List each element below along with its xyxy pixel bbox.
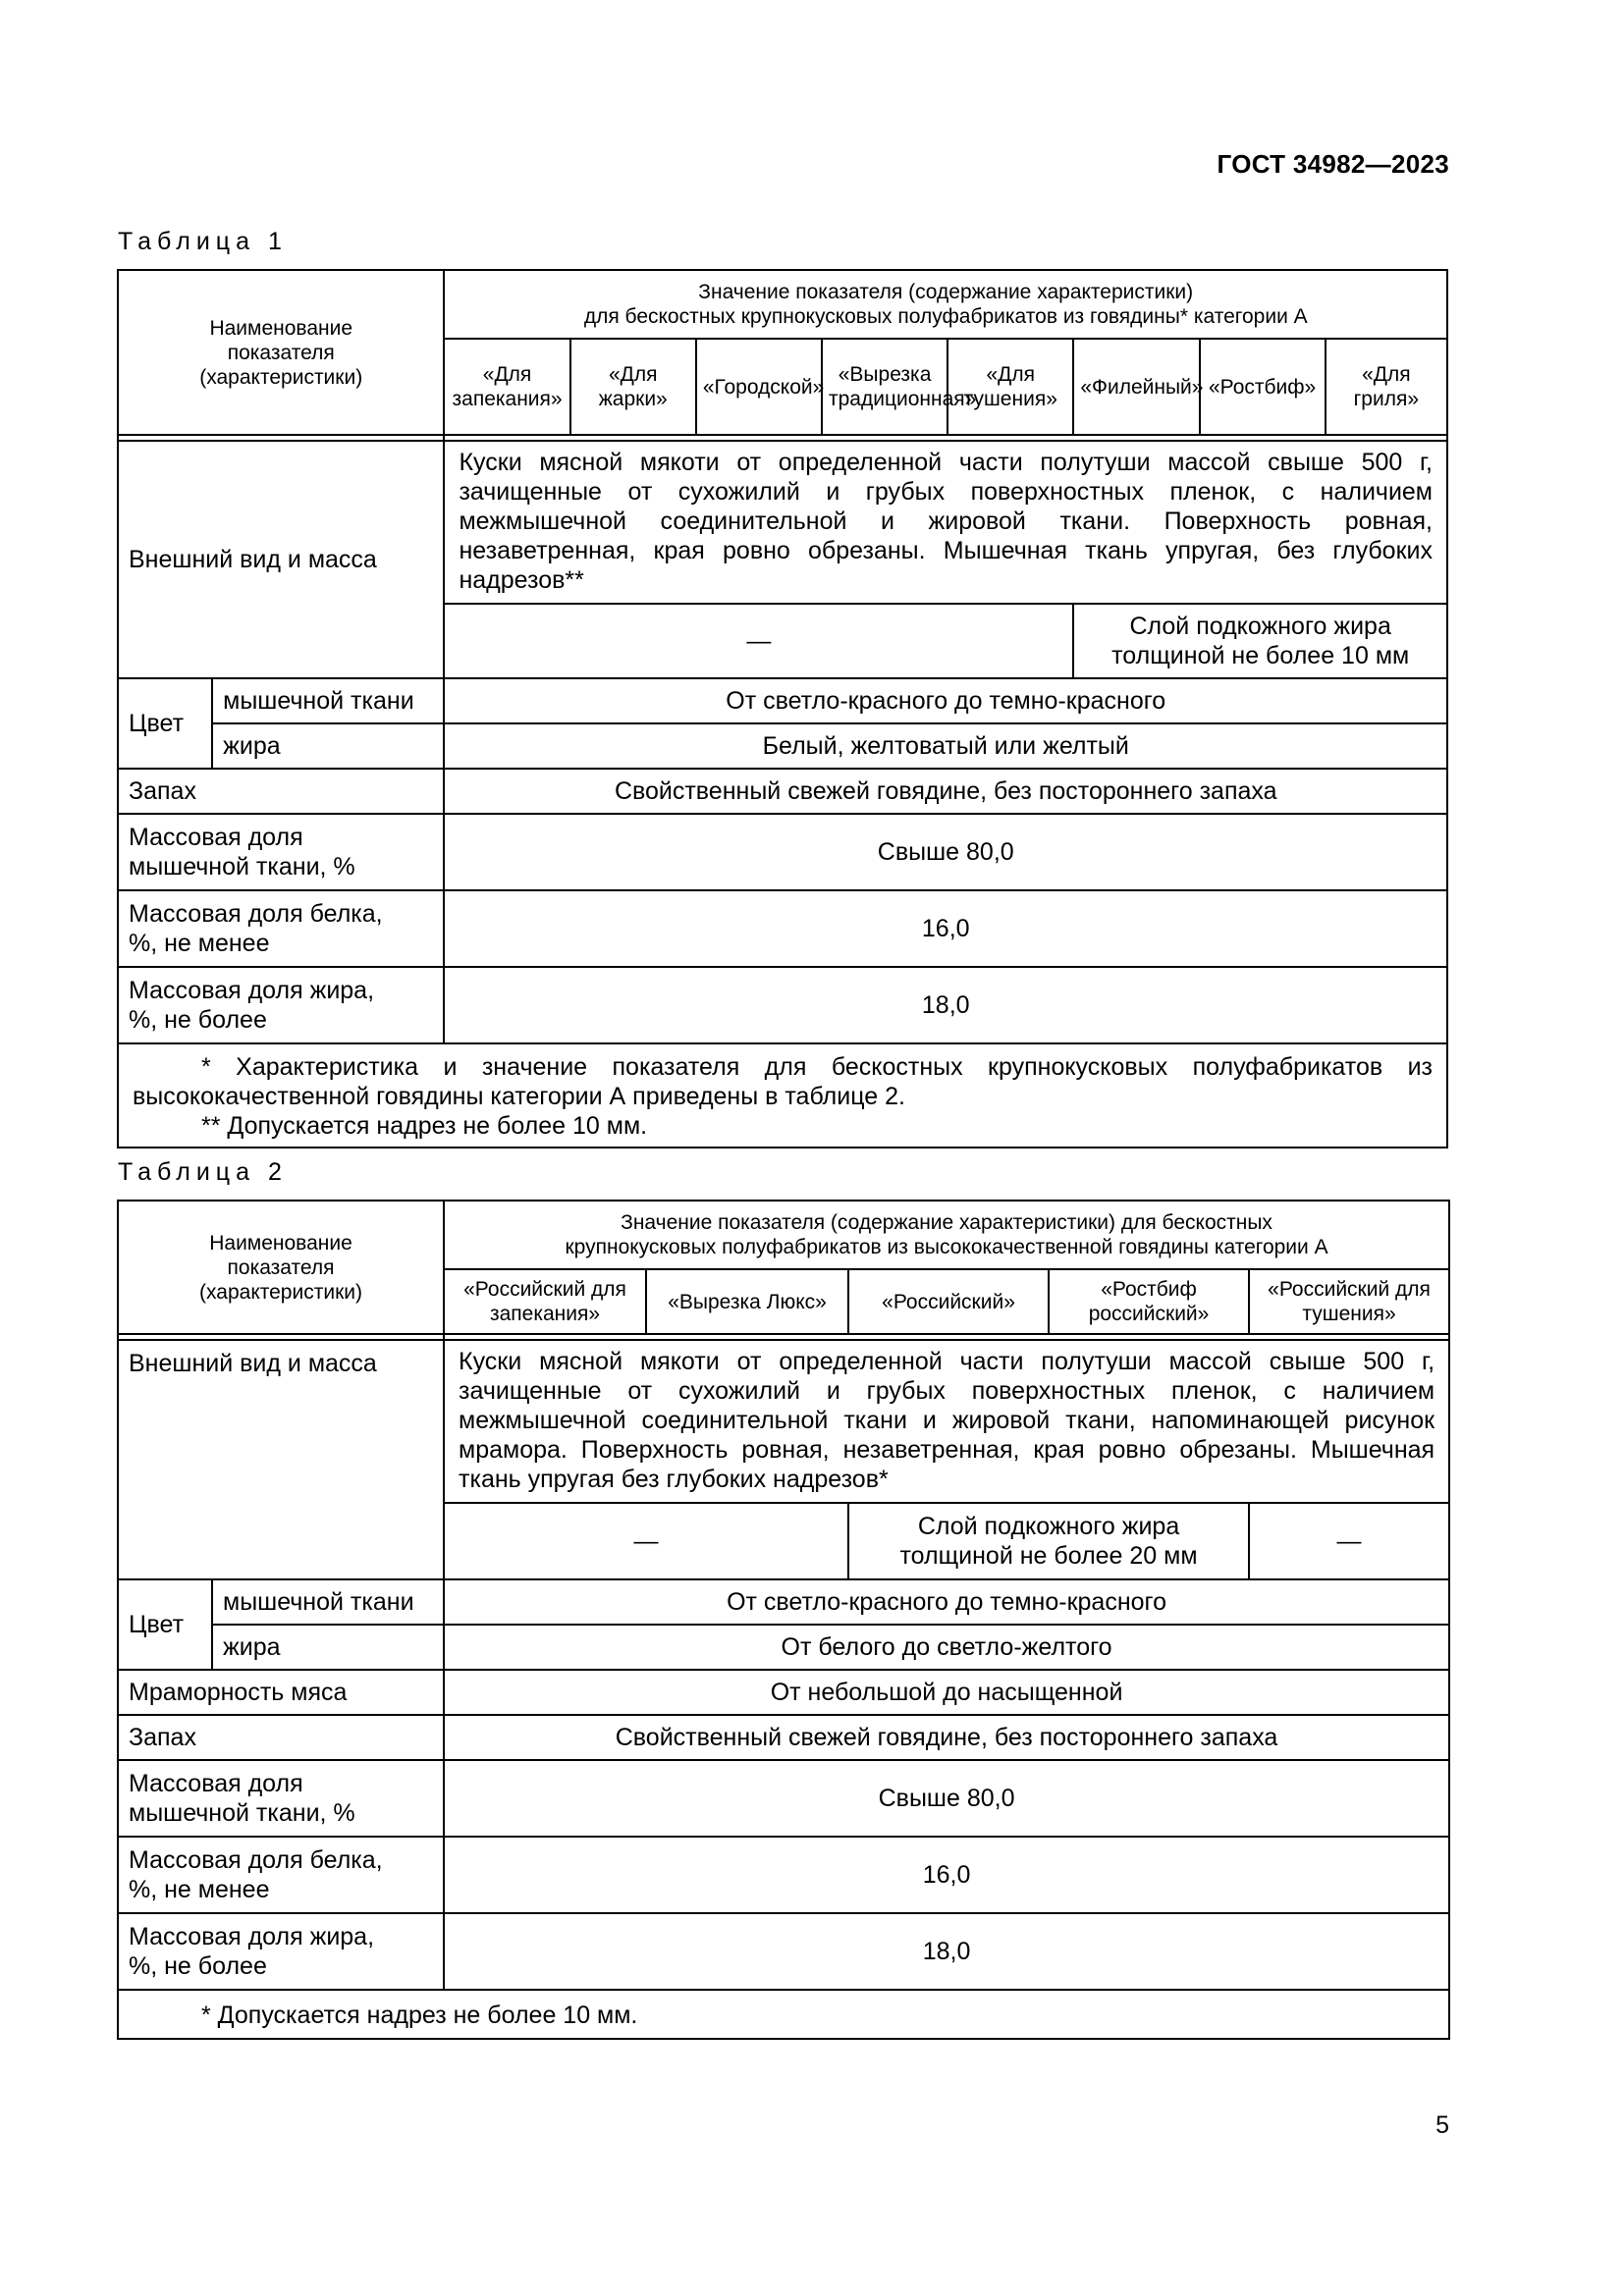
standard-header: ГОСТ 34982—2023 bbox=[1217, 149, 1449, 179]
table1-col-header: «Филейный» bbox=[1073, 339, 1199, 435]
table1-protein-label: Массовая доля белка, %, не менее bbox=[118, 890, 444, 967]
table2-appearance-dash-right: — bbox=[1249, 1503, 1449, 1579]
table1-col-header: «Городской» bbox=[696, 339, 822, 435]
table2-footnotes bbox=[118, 1990, 1449, 2039]
table2-protein-label: Массовая доля белка, %, не менее bbox=[118, 1837, 444, 1913]
table1 bbox=[117, 269, 1448, 1148]
table2-col-header: «Вырезка Люкс» bbox=[646, 1269, 848, 1334]
table2-name-header: Наименование показателя (характеристики) bbox=[118, 1201, 444, 1334]
table2-muscle-share-label: Массовая доля мышечной ткани, % bbox=[118, 1760, 444, 1837]
table2-color-fat-value: От белого до светло-желтого bbox=[444, 1625, 1449, 1670]
table2-caption: Таблица 2 bbox=[118, 1158, 288, 1186]
table2-col-header: «Российский для запекания» bbox=[444, 1269, 646, 1334]
table1-footnote2: ** Допускается надрез не более 10 мм. bbox=[201, 1112, 648, 1140]
table2-smell-label: Запах bbox=[118, 1715, 444, 1760]
table1-col-header: «Для запекания» bbox=[444, 339, 569, 435]
table1-col-header: «Для тушения» bbox=[947, 339, 1073, 435]
table2-value-header-line2: крупнокусковых полуфабрикатов из высококачественной говядины категории А bbox=[565, 1236, 1328, 1258]
table1-footnote1: * Характеристика и значение показателя для бескостных крупнокусковых полуфабрикатов из высококачественной говядины категории А приведены в таблице 2. bbox=[133, 1053, 1433, 1110]
table1-muscle-share-label: Массовая доля мышечной ткани, % bbox=[118, 814, 444, 890]
table1-value-header-line2: для бескостных крупнокусковых полуфабрикатов из говядины* категории А bbox=[583, 305, 1308, 328]
table1-color-label: Цвет bbox=[118, 678, 212, 769]
table1-value-header-line1: Значение показателя (содержание характеристики) bbox=[698, 281, 1194, 303]
table2-color-muscle-label: мышечной ткани bbox=[212, 1579, 444, 1625]
table1-col-header: «Для гриля» bbox=[1326, 339, 1447, 435]
table1-value-header bbox=[444, 270, 1447, 339]
table2-color-label: Цвет bbox=[118, 1579, 212, 1670]
table2-protein-value: 16,0 bbox=[444, 1837, 1449, 1913]
table2 bbox=[117, 1200, 1448, 2040]
table1-name-header: Наименование показателя (характеристики) bbox=[118, 270, 444, 435]
table2-color-fat-label: жира bbox=[212, 1625, 444, 1670]
table1-protein-value: 16,0 bbox=[444, 890, 1447, 967]
table2-appearance-label: Внешний вид и масса bbox=[118, 1340, 444, 1579]
table1-footnotes bbox=[118, 1043, 1447, 1148]
table1-col-header: «Ростбиф» bbox=[1200, 339, 1326, 435]
table2-value-header-line1: Значение показателя (содержание характеристики) для бескостных bbox=[621, 1211, 1272, 1234]
table1-appearance-text: Куски мясной мякоти от определенной части полутуши массой свыше 500 г, зачищенные от сухожилий и грубых поверхностных пленок, с наличием межмышечной соединительной и жировой ткани. Поверхность ровная, незаветренная, края ровно обрезаны. Мышечная ткань упругая, без глубоких надрезов** bbox=[444, 441, 1447, 604]
table2-smell-value: Свойственный свежей говядине, без постороннего запаха bbox=[444, 1715, 1449, 1760]
table2-fat-layer: Слой подкожного жира толщиной не более 20 мм bbox=[848, 1503, 1249, 1579]
table2-muscle-share-value: Свыше 80,0 bbox=[444, 1760, 1449, 1837]
table1-fat-value: 18,0 bbox=[444, 967, 1447, 1043]
table1-caption: Таблица 1 bbox=[118, 228, 288, 255]
table1-smell-value: Свойственный свежей говядине, без постороннего запаха bbox=[444, 769, 1447, 814]
table1-fat-layer: Слой подкожного жира толщиной не более 10 мм bbox=[1073, 604, 1447, 678]
table2-color-muscle-value: От светло-красного до темно-красного bbox=[444, 1579, 1449, 1625]
table2-appearance-dash-left: — bbox=[444, 1503, 848, 1579]
table2-fat-value: 18,0 bbox=[444, 1913, 1449, 1990]
table1-color-fat-label: жира bbox=[212, 723, 444, 769]
table2-footnote1: * Допускается надрез не более 10 мм. bbox=[201, 2002, 638, 2029]
table2-marbling-value: От небольшой до насыщенной bbox=[444, 1670, 1449, 1715]
table1-col-header: «Для жарки» bbox=[570, 339, 696, 435]
table1-color-muscle-label: мышечной ткани bbox=[212, 678, 444, 723]
table1-color-muscle-value: От светло-красного до темно-красного bbox=[444, 678, 1447, 723]
table1-color-fat-value: Белый, желтоватый или желтый bbox=[444, 723, 1447, 769]
table1-appearance-label: Внешний вид и масса bbox=[118, 441, 444, 678]
table2-value-header bbox=[444, 1201, 1449, 1269]
table2-col-header: «Ростбиф российский» bbox=[1049, 1269, 1249, 1334]
table2-col-header: «Российский для тушения» bbox=[1249, 1269, 1449, 1334]
table2-appearance-text: Куски мясной мякоти от определенной части полутуши массой свыше 500 г, зачищенные от сухожилий и грубых поверхностных пленок, с наличием межмышечной соединительной ткани и жировой ткани, напоминающей рисунок мрамора. Поверхность ровная, незаветренная, края ровно обрезаны. Мышечная ткань упругая без глубоких надрезов* bbox=[444, 1340, 1449, 1503]
table1-muscle-share-value: Свыше 80,0 bbox=[444, 814, 1447, 890]
table2-marbling-label: Мраморность мяса bbox=[118, 1670, 444, 1715]
table2-col-header: «Российский» bbox=[848, 1269, 1049, 1334]
table1-appearance-dash: — bbox=[444, 604, 1073, 678]
table1-fat-label: Массовая доля жира, %, не более bbox=[118, 967, 444, 1043]
table1-col-header: «Вырезка традиционная» bbox=[822, 339, 947, 435]
page-number: 5 bbox=[1435, 2111, 1449, 2139]
table2-fat-label: Массовая доля жира, %, не более bbox=[118, 1913, 444, 1990]
table1-smell-label: Запах bbox=[118, 769, 444, 814]
